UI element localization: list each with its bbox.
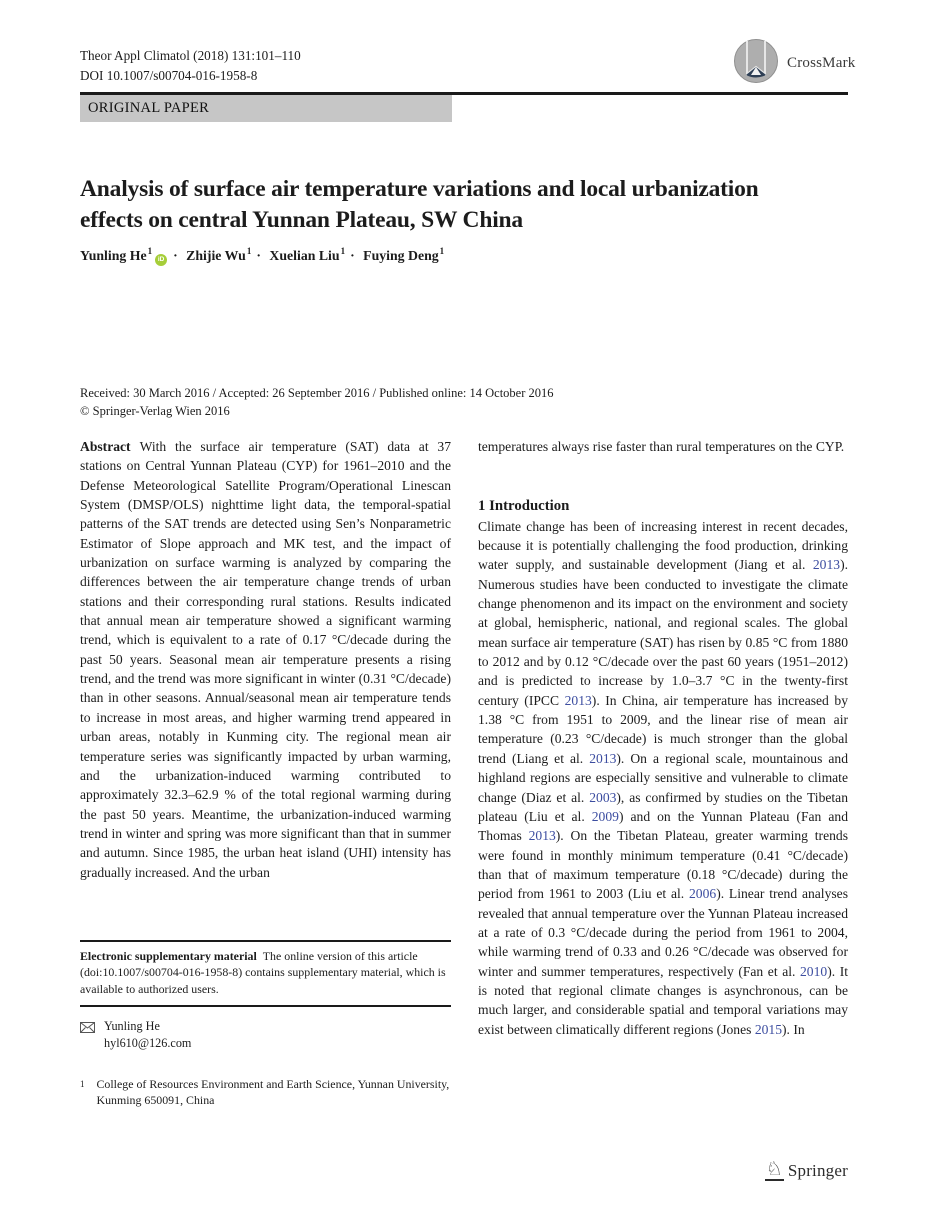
text-segment: ). Linear trend analyses revealed that annual temperature over the Yunnan Plateau increased at a rate of 0.3 °C/decade during the period from 1961 to 2004, while warming trend of 0.33 and 0.26 °C/decade was observed for winter and summer temperatures, respectively (Fan et al. (478, 886, 848, 979)
citation-link[interactable]: 2003 (589, 789, 617, 805)
left-column (80, 437, 451, 882)
affiliation-marker: 1 (147, 246, 153, 256)
author-separator: · (256, 248, 261, 263)
author-byline (80, 246, 444, 266)
citation-link[interactable]: 2010 (800, 963, 828, 979)
author-name[interactable]: Fuying Deng$^1$ (363, 246, 445, 263)
corresponding-author-name: Yunling He (104, 1018, 160, 1033)
article-history (80, 385, 554, 420)
journal-citation: Theor Appl Climatol (2018) 131:101–110 (80, 48, 301, 63)
citation-link[interactable]: 2013 (812, 557, 841, 573)
text-segment: Climate change has been of increasing interest in recent decades, because it is potentially challenging the food production, drinking water supply, and sustainable development (Jiang et al. (478, 518, 848, 573)
abstract-paragraph (80, 437, 451, 882)
text-segment: ). It is noted that regional climate changes is asynchronous, can be much larger, and considerable spatial and temporal variations may exist between climatically different regions (Jones (478, 963, 848, 1037)
text-segment: ). On the Tibetan Plateau, greater warming trends were found in monthly minimum temperature (0.41 °C/decade) than that of maximum temperature (0.18 °C/decade) during the period from 1961 to 2003 (Liu et al. (478, 828, 848, 902)
author-separator: · (173, 248, 178, 263)
affiliation-text: College of Resources Environment and Earth Science, Yunnan University, Kunming 650091, China (96, 1076, 450, 1108)
author-name[interactable]: Zhijie Wu$^1$ (186, 246, 252, 263)
introduction-paragraph (478, 517, 848, 1039)
text-segment: ). Numerous studies have been conducted to investigate the climate change phenomenon and its impact on the environment and society at global, hemispheric, national, and regional scales. The global mean surface air temperature (SAT) has risen by 0.85 °C from 1880 to 2012 and by 0.12 °C/decade over the past 60 years (1951–2012) and is predicted to increase by 1.0–3.7 °C in the twenty-first century (IPCC (478, 557, 848, 708)
text-segment: ). In (782, 1021, 805, 1037)
abstract-text: With the surface air temperature (SAT) data at 37 stations on Central Yunnan Plateau (CYP) for 1961–2010 and the Defense Meteorological Satellite Program/Operational Linescan System (DMSP/OLS) nighttime light data, the temporal-spatial patterns of the SAT trends are detected using Sen’s Nonparametric Estimator of Slope approach and MK test, and the impact of urbanization on surface warming is analyzed by comparing the differences between the air temperature change trends of urban stations and their corresponding rural stations. Results indicated that annual mean air temperature showed a significant warming trend, which is equivalent to a rate of 0.17 °C/decade during the past 50 years. Seasonal mean air temperature presents a rising trend, and the trend was more significant in winter (0.31 °C/decade) than in other seasons. Annual/seasonal mean air temperature tends to increase in most areas, and higher warming trend appeared in urban areas, notably in Kunming city. The regional mean air temperature series was significantly impacted by urban warming, and the urbanization-induced warming contributed to approximately 32.3–62.9 % of the total regional warming during the past 50 years. Meantime, the urbanization-induced warming trend in winter and spring was more significant than that in summer and autumn. Since 1985, the urban heat island (UHI) intensity has gradually increased. And the urban (80, 439, 451, 880)
corresponding-author-email[interactable]: hyl610@126.com (104, 1035, 192, 1050)
citation-link[interactable]: 2006 (689, 886, 717, 902)
affiliation-marker: 1 (340, 246, 346, 256)
affiliation-number: 1 (80, 1078, 85, 1089)
esm-label: Electronic supplementary material (80, 949, 257, 963)
affiliation-marker: 1 (246, 246, 252, 256)
publisher-name: Springer (787, 1160, 848, 1180)
correspondence (80, 1018, 451, 1052)
citation-link[interactable]: 2015 (754, 1021, 783, 1037)
text-segment: ) and on the Yunnan Plateau (Fan and Thomas (478, 808, 848, 844)
springer-horse-icon: ♘ (765, 1159, 783, 1180)
article-type-banner: ORIGINAL PAPER (80, 95, 452, 122)
orcid-icon[interactable]: iD (155, 254, 167, 266)
supplementary-material-note (80, 940, 451, 1007)
copyright-line: © Springer-Verlag Wien 2016 (80, 403, 230, 418)
received-accepted-line: Received: 30 March 2016 / Accepted: 26 September 2016 / Published online: 14 October 2016 (80, 386, 554, 400)
right-column (478, 437, 848, 1039)
citation-link[interactable]: 2013 (528, 828, 556, 844)
abstract-label: Abstract (80, 439, 131, 454)
author-name[interactable]: Xuelian Liu$^1$ (269, 246, 346, 263)
crossmark-badge[interactable] (733, 36, 855, 91)
author-separator: · (350, 248, 355, 263)
affiliation-marker: 1 (439, 246, 445, 256)
page-title: Analysis of surface air temperature variations and local urbanization effects on central Yunnan Plateau, SW China (80, 175, 759, 233)
crossmark-label: CrossMark (787, 55, 856, 71)
corresponding-author (104, 1018, 191, 1052)
abstract-continuation: temperatures always rise faster than rural temperatures on the CYP. (478, 439, 845, 454)
envelope-icon (80, 1021, 95, 1052)
text-segment: ). On a regional scale, mountainous and highland regions are especially sensitive and vulnerable to climate change (Diaz et al. (478, 750, 848, 805)
text-segment: ), as confirmed by studies on the Tibetan plateau (Liu et al. (478, 789, 849, 824)
author-name[interactable]: Yunling He$^1$ (80, 246, 153, 263)
crossmark-icon (733, 36, 779, 91)
affiliation-footnote (80, 1076, 451, 1109)
citation-link[interactable]: 2013 (564, 692, 592, 708)
footnote-block (80, 940, 451, 1108)
citation-link[interactable]: 2009 (591, 808, 619, 824)
text-segment: ). In China, air temperature has increased by 1.38 °C from 1951 to 2009, and the linear rise of mean air temperature (0.23 °C/decade) is much stronger than the global trend (Liang et al. (478, 692, 848, 766)
citation-link[interactable]: 2013 (589, 750, 617, 766)
journal-header (80, 46, 301, 86)
section-heading-introduction: 1 Introduction (478, 498, 570, 515)
publisher-logo (765, 1160, 848, 1181)
doi-line: DOI 10.1007/s00704-016-1958-8 (80, 68, 258, 83)
esm-text: The online version of this article (doi:10.1007/s00704-016-1958-8) contains supplementary material, which is available to authorized users. (80, 949, 446, 996)
